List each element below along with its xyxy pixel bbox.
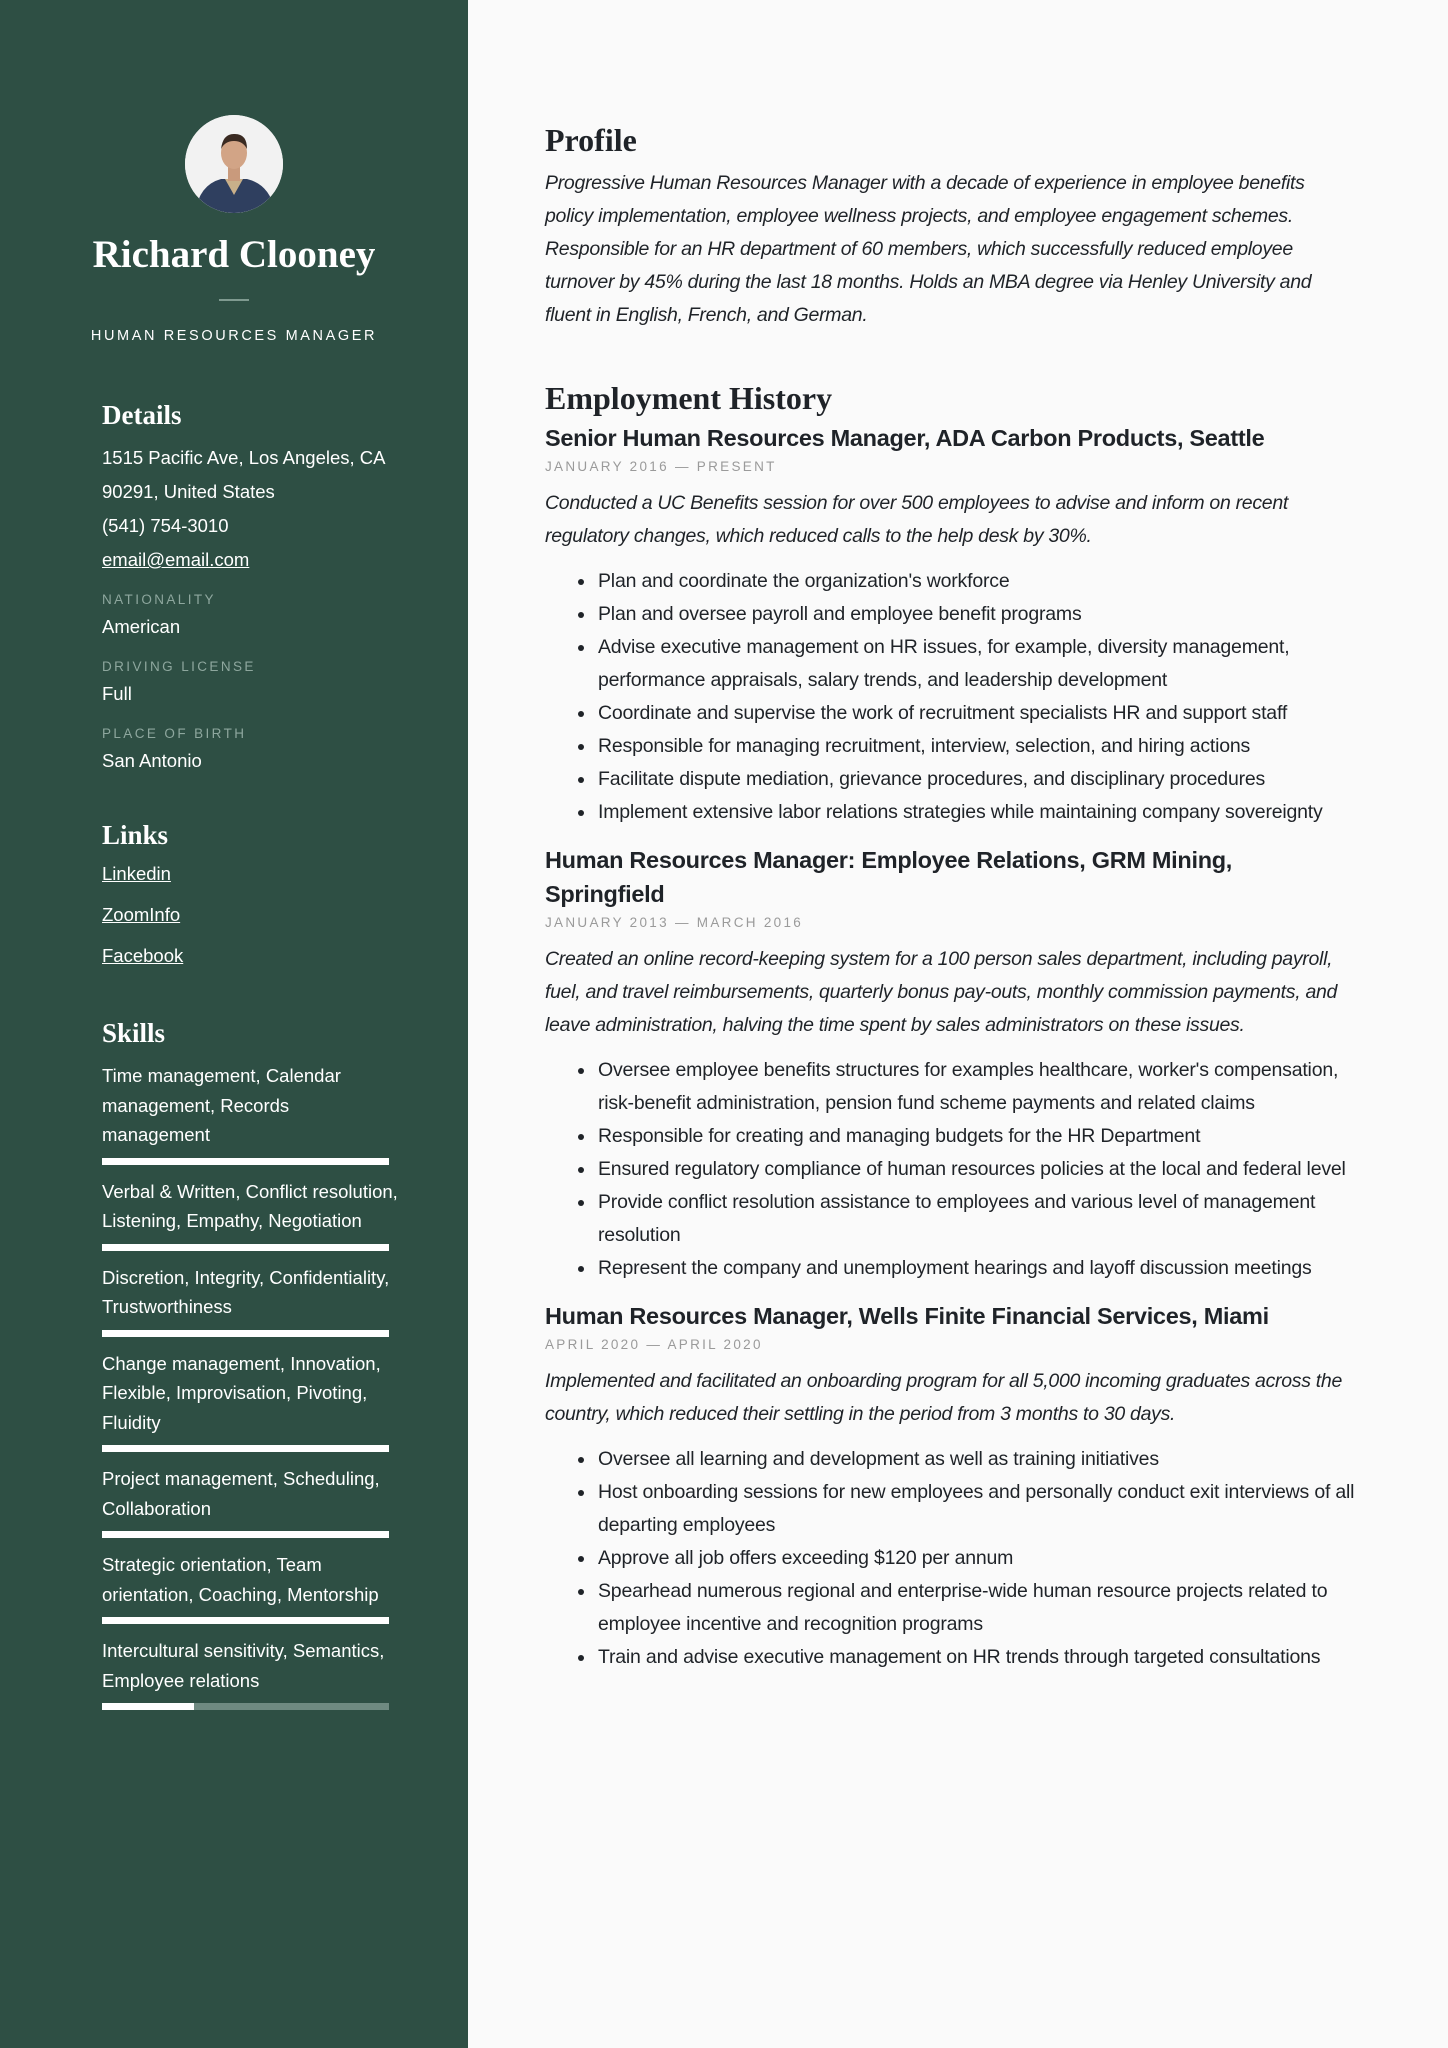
skill-item [102,1636,402,1710]
job-bullet: Responsible for managing recruitment, interview, selection, and hiring actions [598,730,1355,763]
skill-level-fill [102,1617,389,1624]
driving-license-value: Full [102,683,132,704]
job-bullet: Ensured regulatory compliance of human resources policies at the local and federal level [598,1153,1355,1186]
job-bullet: Host onboarding sessions for new employees and personally conduct exit interviews of all departing employees [598,1476,1355,1542]
job-bullet: Oversee all learning and development as well as training initiatives [598,1443,1355,1476]
skill-level-fill [102,1158,389,1165]
job-title: Human Resources Manager, Wells Finite Financial Services, Miami [545,1303,1269,1329]
skill-item [102,1263,402,1337]
job-bullet: Facilitate dispute mediation, grievance procedures, and disciplinary procedures [598,763,1355,796]
job-summary: Implemented and facilitated an onboarding program for all 5,000 incoming graduates across the country, which reduced their settling in the period from 3 months to 30 days. [545,1370,1343,1425]
skill-level-bar [102,1617,389,1624]
skill-level-fill [102,1330,389,1337]
skill-level-fill [102,1244,389,1251]
job-bullet: Provide conflict resolution assistance to employees and various level of management resolution [598,1186,1355,1252]
job-bullet: Responsible for creating and managing budgets for the HR Department [598,1120,1355,1153]
candidate-title: HUMAN RESOURCES MANAGER [90,328,378,344]
phone: (541) 754-3010 [102,515,229,536]
job-summary: Created an online record-keeping system for a 100 person sales department, including payroll, fuel, and travel reimbursements, quarterly bonus pay-outs, monthly commission payments, and leave administration, halving the time spent by sales administrators on these issues. [545,948,1338,1036]
skill-level-bar [102,1244,389,1251]
job-entry [545,421,1355,829]
skill-level-bar [102,1703,389,1710]
skill-level-fill [102,1531,389,1538]
address-line-2: 90291, United States [102,481,275,502]
skill-item [102,1550,402,1624]
nationality-value: American [102,616,181,637]
job-bullet: Approve all job offers exceeding $120 per annum [598,1542,1355,1575]
job-title: Human Resources Manager: Employee Relations, GRM Mining, Springfield [545,847,1233,907]
person-avatar-icon [185,115,283,213]
skill-level-bar [102,1531,389,1538]
skill-text: Project management, Scheduling, Collaboration [102,1468,380,1519]
skill-level-fill [102,1445,389,1452]
job-dates: JANUARY 2013 — MARCH 2016 [545,915,804,930]
job-bullets [598,565,1355,829]
sidebar [0,0,468,2048]
profile-text: Progressive Human Resources Manager with a decade of experience in employee benefits policy implementation, employee wellness projects, and employee engagement schemes. Responsible for an HR department of 60 members, which successfully reduced employee turnover by 45% during the last 18 months. Holds an MBA degree via Henley University and fluent in English, French, and German. [545,172,1312,326]
job-entry [545,1299,1355,1674]
skill-item [102,1061,402,1165]
skill-text: Strategic orientation, Team orientation, Coaching, Mentorship [102,1554,379,1605]
skill-item [102,1349,402,1453]
skill-level-fill [102,1703,194,1710]
link-facebook[interactable]: Facebook [102,945,184,966]
job-bullet: Train and advise executive management on HR trends through targeted consultations [598,1641,1355,1674]
profile-photo [185,115,283,213]
job-bullets [598,1054,1355,1285]
employment-heading: Employment History [545,380,833,416]
skills-list [102,1061,402,1710]
job-bullets [598,1443,1355,1674]
skill-text: Discretion, Integrity, Confidentiality, Trustworthiness [102,1266,390,1317]
main-content [545,122,1355,1688]
skill-text: Time management, Calendar management, Records management [102,1065,341,1145]
nationality-label: NATIONALITY [102,592,216,607]
job-bullet: Plan and oversee payroll and employee benefit programs [598,598,1355,631]
job-dates: JANUARY 2016 — PRESENT [545,459,777,474]
sidebar-content [102,400,402,1710]
job-bullet: Spearhead numerous regional and enterprise-wide human resource projects related to employee incentive and recognition programs [598,1575,1355,1641]
job-dates: APRIL 2020 — APRIL 2020 [545,1337,763,1352]
job-title: Senior Human Resources Manager, ADA Carbon Products, Seattle [545,425,1265,451]
link-linkedin[interactable]: Linkedin [102,863,171,884]
links-heading: Links [102,820,169,850]
skill-level-bar [102,1445,389,1452]
skill-text: Change management, Innovation, Flexible, Improvisation, Pivoting, Fluidity [102,1352,381,1433]
job-summary: Conducted a UC Benefits session for over 500 employees to advise and inform on recent regulatory changes, which reduced calls to the help desk by 30%. [545,492,1289,547]
link-zoominfo[interactable]: ZoomInfo [102,904,181,925]
skill-text: Intercultural sensitivity, Semantics, Employee relations [102,1640,385,1691]
skill-item [102,1177,402,1251]
place-of-birth-label: PLACE OF BIRTH [102,726,247,741]
job-bullet: Represent the company and unemployment hearings and layoff discussion meetings [598,1252,1355,1285]
skill-level-bar [102,1158,389,1165]
skill-text: Verbal & Written, Conflict resolution, Listening, Empathy, Negotiation [102,1180,398,1231]
job-bullet: Plan and coordinate the organization's workforce [598,565,1355,598]
email-link[interactable]: email@email.com [102,549,250,570]
details-heading: Details [102,400,182,430]
job-bullet: Advise executive management on HR issues, for example, diversity management, performance appraisals, salary trends, and leadership development [598,631,1355,697]
skill-level-bar [102,1330,389,1337]
name-divider [219,299,249,301]
address-line-1: 1515 Pacific Ave, Los Angeles, CA [102,447,386,468]
job-bullet: Implement extensive labor relations strategies while maintaining company sovereignty [598,796,1355,829]
job-bullet: Oversee employee benefits structures for examples healthcare, worker's compensation, risk-benefit administration, pension fund scheme payments and related claims [598,1054,1355,1120]
skills-heading: Skills [102,1018,166,1048]
skill-item [102,1464,402,1538]
profile-heading: Profile [545,122,637,158]
driving-license-label: DRIVING LICENSE [102,659,256,674]
candidate-name: Richard Clooney [92,233,376,276]
place-of-birth-value: San Antonio [102,750,202,771]
jobs-list [545,421,1355,1674]
job-bullet: Coordinate and supervise the work of recruitment specialists HR and support staff [598,697,1355,730]
job-entry [545,843,1355,1285]
